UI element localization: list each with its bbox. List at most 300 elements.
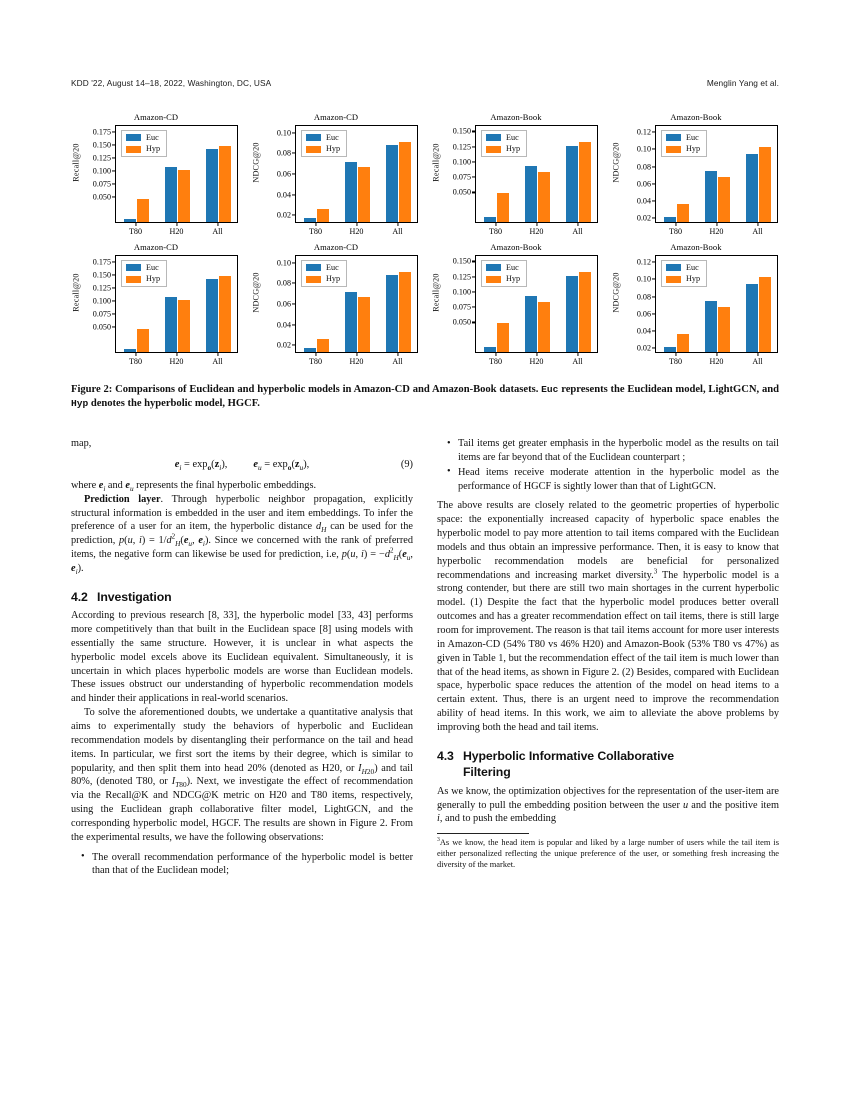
legend-item: [486, 145, 520, 153]
chart-y-axis-label-text: Recall@20: [431, 272, 441, 312]
x-axis-tick-mark: [536, 353, 537, 356]
y-axis-tick-mark: [472, 276, 475, 277]
x-axis-tick-mark: [176, 223, 177, 226]
plot-area: [115, 125, 238, 223]
caption-text-3: denotes the hyperbolic model, HGCF.: [88, 397, 260, 409]
chart-legend: [121, 130, 167, 157]
x-axis-tick-label: T80: [668, 226, 683, 236]
bar-chart: [71, 112, 241, 242]
bar-hyp-all: [579, 272, 591, 352]
chart-title: Amazon-CD: [133, 242, 179, 252]
plot-outer: [276, 255, 418, 366]
plot-area: [475, 125, 598, 223]
x-axis-tick-mark: [675, 353, 676, 356]
y-axis-tick-label: 0.12: [636, 257, 651, 267]
bar-euc-h20: [345, 292, 357, 352]
x-axis-tick-label: T80: [308, 356, 323, 366]
plot-area: [655, 125, 778, 223]
chart-legend: [661, 130, 707, 157]
bar-hyp-t80: [137, 329, 149, 352]
y-axis-tick-mark: [652, 330, 655, 331]
legend-swatch-euc: [306, 134, 321, 141]
legend-label: Euc: [326, 262, 339, 272]
observations-list-left: [71, 851, 413, 879]
y-axis-tick-label: 0.10: [276, 258, 291, 268]
y-axis-tick-mark: [292, 173, 295, 174]
legend-label: Hyp: [146, 144, 161, 154]
chart-legend: [661, 260, 707, 287]
footnote: [437, 838, 779, 871]
y-axis-tick-label: 0.075: [92, 179, 111, 189]
x-axis-tick-label: H20: [349, 356, 364, 366]
bar-chart: [611, 112, 781, 242]
section-heading-4-2: [71, 589, 413, 606]
y-axis-tick-label: 0.150: [92, 140, 111, 150]
legend-label: Hyp: [686, 144, 701, 154]
chart-row-top: [71, 112, 781, 242]
legend-swatch-hyp: [306, 146, 321, 153]
bar-euc-h20: [705, 171, 717, 222]
legend-item: [306, 134, 340, 142]
footnote-reference: 3: [653, 567, 658, 576]
bar-hyp-t80: [497, 193, 509, 222]
legend-swatch-euc: [486, 264, 501, 271]
legend-label: Hyp: [506, 144, 521, 154]
bar-hyp-t80: [677, 204, 689, 222]
x-axis-tick-mark: [495, 223, 496, 226]
equation-body: $e_i = \exp_o(z_i)$, $e_u = \exp_o(z_u)$,: [174, 458, 310, 472]
bar-chart: [251, 242, 421, 372]
x-axis-tick-mark: [397, 353, 398, 356]
chart-title: Amazon-Book: [670, 242, 722, 252]
legend-swatch-hyp: [126, 276, 141, 283]
bar-euc-all: [746, 154, 758, 222]
legend-label: Euc: [146, 262, 159, 272]
y-axis-tick-label: 0.100: [452, 287, 471, 297]
bar-euc-h20: [525, 296, 537, 352]
legend-swatch-hyp: [666, 146, 681, 153]
y-axis-tick-label: 0.050: [92, 192, 111, 202]
footnote-marker: 3: [437, 837, 440, 844]
x-axis-tick-mark: [135, 353, 136, 356]
y-axis-tick-mark: [292, 132, 295, 133]
y-axis-tick-mark: [292, 153, 295, 154]
bar-euc-t80: [484, 217, 496, 222]
y-axis-tick-mark: [652, 347, 655, 348]
legend-label: Euc: [506, 132, 519, 142]
y-axis-tick-label: 0.02: [276, 340, 291, 350]
bar-euc-h20: [705, 301, 717, 352]
legend-item: [666, 134, 700, 142]
chart-y-axis-label: [610, 242, 622, 342]
legend-swatch-euc: [666, 264, 681, 271]
x-axis-tick-label: All: [212, 226, 223, 236]
chart-title: Amazon-Book: [490, 112, 542, 122]
y-axis-tick-mark: [292, 194, 295, 195]
y-axis-tick-label: 0.06: [276, 299, 291, 309]
legend-swatch-euc: [126, 134, 141, 141]
x-axis-tick-mark: [577, 353, 578, 356]
x-axis-tick-mark: [397, 223, 398, 226]
bar-hyp-h20: [358, 167, 370, 222]
bar-euc-t80: [124, 219, 136, 222]
y-axis-tick-mark: [472, 322, 475, 323]
bar-euc-t80: [304, 348, 316, 352]
chart-y-axis-label-text: NDCG@20: [611, 141, 621, 183]
x-axis-tick-label: T80: [488, 226, 503, 236]
y-axis-tick-mark: [472, 177, 475, 178]
x-axis-tick-mark: [716, 353, 717, 356]
equation-9: [71, 458, 413, 472]
chart-title: Amazon-Book: [490, 242, 542, 252]
bar-hyp-all: [759, 277, 771, 352]
legend-item: [666, 264, 700, 272]
legend-swatch-hyp: [306, 276, 321, 283]
legend-swatch-hyp: [486, 146, 501, 153]
legend-label: Hyp: [326, 144, 341, 154]
y-axis-tick-mark: [472, 307, 475, 308]
x-axis-tick-label: All: [752, 356, 763, 366]
bar-hyp-h20: [538, 302, 550, 352]
footnote-separator: [437, 833, 529, 834]
y-axis-tick-mark: [652, 183, 655, 184]
after-equation-text: where $e_i$ and $e_u$ represents the final hyperbolic embeddings.: [71, 479, 317, 493]
bar-euc-all: [206, 279, 218, 352]
legend-item: [126, 145, 160, 153]
x-axis-tick-label: H20: [529, 356, 544, 366]
running-header-right: Menglin Yang et al.: [706, 78, 779, 88]
bar-euc-all: [206, 149, 218, 222]
x-axis-tick-label: All: [212, 356, 223, 366]
y-axis-tick-label: 0.08: [276, 148, 291, 158]
x-axis-tick-label: T80: [488, 356, 503, 366]
legend-swatch-hyp: [126, 146, 141, 153]
y-axis-tick-mark: [652, 132, 655, 133]
x-axis-tick-mark: [135, 223, 136, 226]
x-axis-tick-mark: [757, 353, 758, 356]
section-4-3-title-line2: Filtering: [463, 765, 511, 780]
figure-caption: [71, 383, 779, 410]
chart-y-axis-label: [250, 242, 262, 342]
bar-hyp-h20: [178, 300, 190, 352]
bar-euc-h20: [165, 167, 177, 222]
investigation-paragraph-2: To solve the aforementioned doubts, we undertake a quantitative analysis that aims to experimentally study the behaviors of hyperbolic and Euclidean recommendation models by disentangling their performance on the tail and head items. In particular, we first sort the items by their degree, which is similar to popularity, and then split them into head 20% (denoted as H20, or $I_{H20}$) and tail 80%, (denoted T80, or $I_{T80}$). Next, we investigate the effect of recommendation via the Recall@K and NDCG@K metric on H20 and T80 items, respectively, using the Euclidean graph collaborative filter model, LightGCN, and the corresponding hyperbolic model, HGCF. The results are shown in Figure 2. From the experimental results, we have the following observations:: [71, 707, 414, 843]
x-axis-tick-mark: [495, 353, 496, 356]
y-axis-tick-mark: [652, 262, 655, 263]
bar-euc-h20: [345, 162, 357, 222]
y-axis-tick-mark: [652, 279, 655, 280]
y-axis-tick-mark: [112, 274, 115, 275]
bar-hyp-all: [399, 142, 411, 222]
bar-hyp-all: [219, 276, 231, 352]
y-axis-tick-label: 0.02: [276, 210, 291, 220]
bar-hyp-all: [399, 272, 411, 352]
bar-euc-all: [746, 284, 758, 352]
bar-hyp-all: [219, 146, 231, 222]
y-axis-tick-label: 0.10: [636, 144, 651, 154]
section-4-3-title-line1: Hyperbolic Informative Collaborative: [463, 748, 674, 763]
bar-hyp-h20: [718, 177, 730, 222]
y-axis-tick-mark: [652, 296, 655, 297]
section-4-2-number: 4.2: [71, 589, 88, 604]
y-axis-tick-label: 0.06: [636, 179, 651, 189]
list-item: • Tail items get greater emphasis in the hyperbolic model as the results on tail items are far beyond that of the Euclidean counterpart ;: [458, 437, 779, 465]
y-axis-tick-mark: [292, 345, 295, 346]
x-axis-tick-mark: [577, 223, 578, 226]
y-axis-tick-label: 0.100: [92, 296, 111, 306]
chart-y-axis-label: [430, 112, 442, 212]
bar-euc-all: [566, 276, 578, 352]
y-axis-tick-label: 0.125: [452, 142, 471, 152]
chart-title: Amazon-CD: [313, 242, 359, 252]
x-axis-tick-label: T80: [308, 226, 323, 236]
plot-area: [295, 125, 418, 223]
legend-label: Euc: [686, 262, 699, 272]
chart-title: Amazon-CD: [133, 112, 179, 122]
plot-area: [115, 255, 238, 353]
chart-y-axis-label: [70, 112, 82, 212]
y-axis-tick-label: 0.04: [636, 196, 651, 206]
plot-outer: [636, 125, 778, 236]
results-discussion-paragraph: The above results are closely related to the geometric properties of hyperbolic space: the exponentially increased capacity of hyperbolic space enables the hyperbolic model to pay more attention to tail items compared with the Euclidean models and thus obtain an impressive performance. Then, it is easy to know that hyperbolic recommendation models are beneficial for personalized recommendations and increasing market diversity.$^3$ The hyperbolic model is a strong contender, but there are still two main shortages in the current hyperbolic model. (1) Despite the fact that the hyperbolic model produces better overall outcomes and has a greater recommendation effect on tail items, there is still large room for improvement. The reason is that tail items account for more user interests in Amazon-CD (54% T80 vs 46% H20) and Amazon-Book (53% T80 vs 47%) as given in Table 1, but the recommendation effect of the tail item is much lower than that of the head items, as shown in Figure 2. (2) Besides, compared with Euclidean space, hyperbolic space reduces the attention of the model on head items to a certain extent. Thus, there is an urgent need to improve the recommendation ability of head items. In this work, we aim to alleviate the above problems by improving both the head and tail items.: [437, 500, 779, 733]
figure-2: [71, 112, 781, 372]
y-axis-tick-mark: [472, 146, 475, 147]
investigation-paragraph-1: According to previous research [8, 33], the hyperbolic model [33, 43] performs more competitively than that built in the Euclidean space [8] using models with essentially the same structure. However, it is unclear in what aspects the hyperbolic model excels above its Euclidean equivalent. Simultaneously, it is uncertain in which places hyperbolic models are worse than Euclidean models. These issues obstruct our understanding of hyperbolic recommendation models and hinder their applications in real-world scenarios.: [71, 610, 413, 705]
bar-euc-all: [386, 145, 398, 222]
legend-swatch-euc: [486, 134, 501, 141]
plot-outer: [92, 125, 238, 236]
y-axis-tick-label: 0.100: [452, 157, 471, 167]
bar-hyp-all: [579, 142, 591, 222]
bar-hyp-h20: [538, 172, 550, 222]
y-axis-tick-label: 0.08: [276, 278, 291, 288]
y-axis-tick-label: 0.150: [452, 256, 471, 266]
bar-hyp-t80: [317, 339, 329, 352]
bar-euc-all: [386, 275, 398, 352]
y-axis-tick-mark: [292, 215, 295, 216]
y-axis-tick-label: 0.02: [636, 213, 651, 223]
chart-title: Amazon-Book: [670, 112, 722, 122]
y-axis-tick-label: 0.125: [92, 283, 111, 293]
bar-euc-t80: [304, 218, 316, 222]
bar-chart: [431, 112, 601, 242]
x-axis-tick-label: All: [392, 356, 403, 366]
x-axis-tick-mark: [217, 223, 218, 226]
y-axis-tick-mark: [472, 261, 475, 262]
chart-y-axis-label: [610, 112, 622, 212]
y-axis-tick-mark: [292, 324, 295, 325]
legend-item: [126, 134, 160, 142]
caption-euc-token: Euc: [541, 384, 559, 395]
plot-area: [475, 255, 598, 353]
bar-hyp-t80: [317, 209, 329, 222]
y-axis-tick-label: 0.04: [276, 320, 291, 330]
y-axis-tick-mark: [112, 157, 115, 158]
chart-legend: [301, 130, 347, 157]
y-axis-tick-mark: [112, 144, 115, 145]
legend-swatch-euc: [306, 264, 321, 271]
chart-y-axis-label-text: NDCG@20: [611, 271, 621, 313]
plot-outer: [636, 255, 778, 366]
y-axis-tick-label: 0.100: [92, 166, 111, 176]
bar-hyp-h20: [718, 307, 730, 352]
bar-euc-t80: [664, 217, 676, 222]
legend-swatch-hyp: [666, 276, 681, 283]
legend-label: Hyp: [506, 274, 521, 284]
x-axis-tick-label: All: [572, 356, 583, 366]
y-axis-tick-mark: [112, 287, 115, 288]
legend-label: Euc: [146, 132, 159, 142]
chart-y-axis-label: [70, 242, 82, 342]
y-axis-tick-label: 0.02: [636, 343, 651, 353]
y-axis-tick-mark: [472, 131, 475, 132]
y-axis-tick-label: 0.10: [276, 128, 291, 138]
y-axis-tick-label: 0.075: [92, 309, 111, 319]
bar-chart: [611, 242, 781, 372]
plot-outer: [276, 125, 418, 236]
y-axis-tick-mark: [112, 326, 115, 327]
y-axis-tick-label: 0.125: [92, 153, 111, 163]
bar-euc-h20: [525, 166, 537, 222]
legend-item: [486, 275, 520, 283]
chart-y-axis-label: [430, 242, 442, 342]
x-axis-tick-label: H20: [709, 356, 724, 366]
footnote-body: As we know, the head item is popular and liked by a large number of users while the tail item is either personalized reflecting the unique preference of the user, or something fresh increasing the diversity of the market.: [437, 838, 779, 869]
legend-item: [126, 275, 160, 283]
y-axis-tick-mark: [472, 291, 475, 292]
bar-euc-all: [566, 146, 578, 222]
x-axis-tick-mark: [356, 353, 357, 356]
running-header: [71, 78, 779, 88]
legend-label: Euc: [326, 132, 339, 142]
map-line: map,: [71, 438, 92, 449]
chart-y-axis-label-text: NDCG@20: [251, 271, 261, 313]
legend-label: Euc: [506, 262, 519, 272]
y-axis-tick-mark: [292, 303, 295, 304]
x-axis-tick-mark: [356, 223, 357, 226]
legend-item: [306, 145, 340, 153]
bar-euc-t80: [484, 347, 496, 352]
y-axis-tick-mark: [112, 261, 115, 262]
bar-chart: [431, 242, 601, 372]
bar-chart: [71, 242, 241, 372]
y-axis-tick-label: 0.175: [92, 257, 111, 267]
y-axis-tick-mark: [112, 300, 115, 301]
caption-text-2: represents the Euclidean model, LightGCN, and: [558, 384, 779, 395]
section-4-2-title: Investigation: [97, 589, 172, 604]
y-axis-tick-label: 0.04: [276, 190, 291, 200]
y-axis-tick-label: 0.075: [452, 172, 471, 182]
bar-euc-t80: [664, 347, 676, 352]
y-axis-tick-label: 0.06: [636, 309, 651, 319]
y-axis-tick-mark: [472, 161, 475, 162]
plot-outer: [452, 125, 598, 236]
chart-y-axis-label-text: Recall@20: [71, 272, 81, 312]
x-axis-tick-label: H20: [529, 226, 544, 236]
y-axis-tick-mark: [292, 262, 295, 263]
legend-label: Hyp: [146, 274, 161, 284]
y-axis-tick-mark: [112, 131, 115, 132]
x-axis-tick-label: All: [752, 226, 763, 236]
legend-item: [666, 145, 700, 153]
y-axis-tick-mark: [112, 313, 115, 314]
chart-legend: [481, 260, 527, 287]
chart-legend: [301, 260, 347, 287]
plot-outer: [92, 255, 238, 366]
right-column: [437, 437, 779, 871]
observations-list-right: [437, 437, 779, 493]
y-axis-tick-label: 0.08: [636, 162, 651, 171]
prediction-layer-paragraph: Prediction layer. Through hyperbolic neighbor propagation, explicitly structural information is embedded in the user and item embeddings. To infer the preference of a user for an item, the hyperbolic distance $d_H$ can be used for the prediction, p(u, $i) = 1/d^2_H(e_u$, $e_i$). Since we concerned with the rank of preferred items, the negative form can likewise be used for prediction, i.e, p(u, $i) = -d^2_H(e_u$, $e_i$).: [71, 493, 413, 576]
x-axis-tick-label: H20: [709, 226, 724, 236]
chart-legend: [121, 260, 167, 287]
x-axis-tick-label: All: [572, 226, 583, 236]
y-axis-tick-label: 0.08: [636, 292, 651, 301]
chart-title: Amazon-CD: [313, 112, 359, 122]
x-axis-tick-mark: [757, 223, 758, 226]
running-header-left: KDD '22, August 14–18, 2022, Washington, DC, USA: [71, 78, 272, 88]
y-axis-tick-mark: [472, 192, 475, 193]
x-axis-tick-label: H20: [169, 356, 184, 366]
y-axis-tick-mark: [112, 196, 115, 197]
legend-item: [666, 275, 700, 283]
y-axis-tick-label: 0.175: [92, 127, 111, 137]
chart-y-axis-label-text: NDCG@20: [251, 141, 261, 183]
x-axis-tick-mark: [675, 223, 676, 226]
list-item: • The overall recommendation performance of the hyperbolic model is better than that of the Euclidean model;: [92, 851, 413, 879]
legend-label: Euc: [686, 132, 699, 142]
x-axis-tick-mark: [176, 353, 177, 356]
y-axis-tick-mark: [112, 170, 115, 171]
plot-area: [295, 255, 418, 353]
y-axis-tick-label: 0.10: [636, 274, 651, 284]
prediction-layer-label: Prediction layer: [84, 493, 161, 505]
bar-euc-t80: [124, 349, 136, 352]
plot-outer: [452, 255, 598, 366]
x-axis-tick-mark: [716, 223, 717, 226]
x-axis-tick-label: H20: [349, 226, 364, 236]
x-axis-tick-label: T80: [668, 356, 683, 366]
y-axis-tick-label: 0.125: [452, 272, 471, 282]
chart-y-axis-label-text: Recall@20: [71, 142, 81, 182]
legend-item: [306, 264, 340, 272]
caption-text-1: Figure 2: Comparisons of Euclidean and hyperbolic models in Amazon-CD and Amazon-Book datasets.: [71, 384, 542, 395]
chart-row-bottom: [71, 242, 781, 372]
bar-hyp-t80: [497, 323, 509, 352]
y-axis-tick-mark: [112, 183, 115, 184]
y-axis-tick-label: 0.050: [92, 322, 111, 332]
left-column: [71, 437, 413, 884]
caption-hyp-token: Hyp: [71, 397, 89, 409]
y-axis-tick-label: 0.075: [452, 302, 471, 312]
chart-y-axis-label: [250, 112, 262, 212]
y-axis-tick-mark: [292, 283, 295, 284]
legend-item: [126, 264, 160, 272]
equation-number: (9): [400, 458, 413, 470]
y-axis-tick-mark: [652, 200, 655, 201]
bar-hyp-t80: [137, 199, 149, 222]
legend-label: Hyp: [686, 274, 701, 284]
bar-hyp-h20: [358, 297, 370, 352]
legend-item: [486, 134, 520, 142]
x-axis-tick-mark: [536, 223, 537, 226]
bar-hyp-h20: [178, 170, 190, 222]
list-item: • Head items receive moderate attention in the hyperbolic model as the performance of HGCF is sightly lower than that of LightGCN.: [458, 466, 779, 494]
bar-chart: [251, 112, 421, 242]
x-axis-tick-label: T80: [128, 226, 143, 236]
y-axis-tick-mark: [652, 166, 655, 167]
x-axis-tick-mark: [315, 353, 316, 356]
